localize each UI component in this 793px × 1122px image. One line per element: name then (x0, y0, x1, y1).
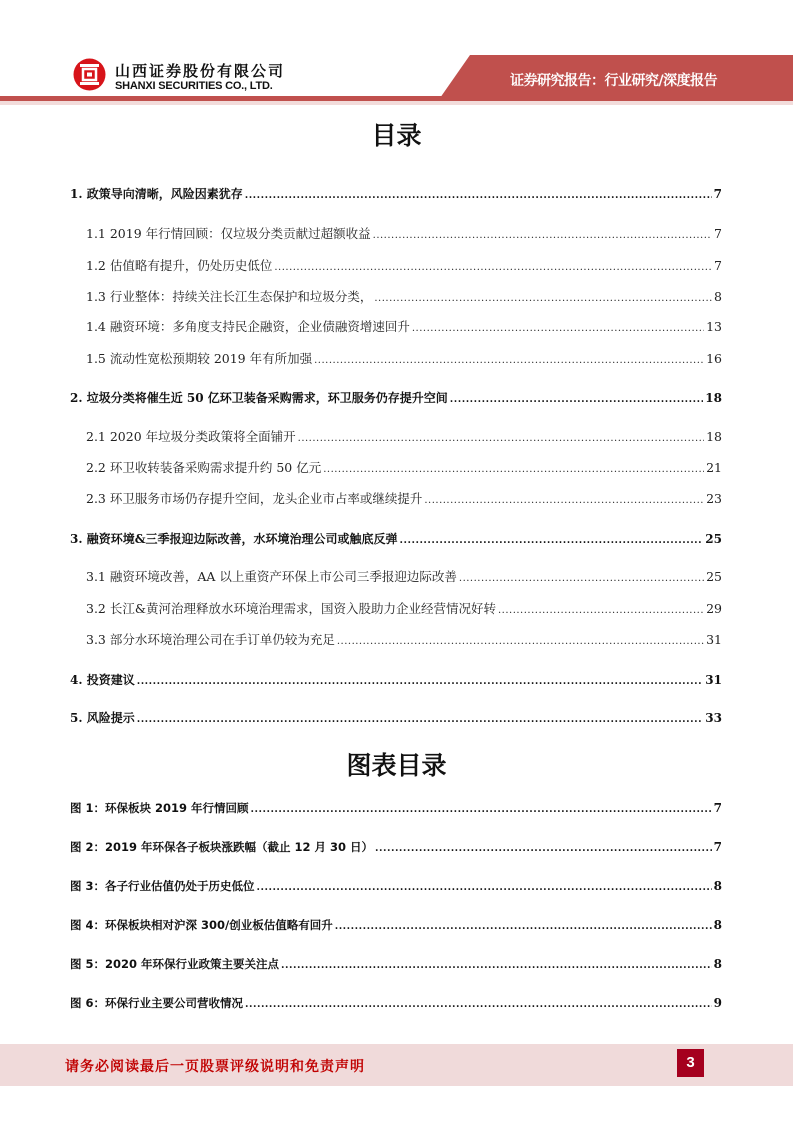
figure-entry-page: 7 (713, 801, 722, 815)
toc-entry-page: 13 (706, 319, 722, 334)
toc-entry-page: 7 (714, 226, 722, 241)
toc-entry-page: 29 (706, 601, 722, 616)
toc-entry[interactable] (86, 351, 722, 367)
toc-entry-label: 5. 风险提示 (70, 711, 135, 725)
figure-entry-label: 图 2：2019 年环保各子板块涨跌幅（截止 12 月 30 日） (70, 840, 374, 854)
leader-dots (281, 958, 712, 974)
figure-entry-label: 图 3：各子行业估值仍处于历史低位 (70, 879, 255, 893)
leader-dots (314, 353, 704, 369)
leader-dots (251, 802, 712, 818)
leader-dots (374, 291, 712, 307)
toc-title: 目录 (371, 121, 422, 150)
toc-entry-page: 31 (706, 632, 722, 647)
toc-entry[interactable] (86, 569, 722, 585)
leader-dots (245, 188, 712, 204)
leader-dots (137, 674, 704, 690)
figure-entry-label: 图 4：环保板块相对沪深 300/创业板估值略有回升 (70, 918, 333, 932)
toc-entry-page: 7 (714, 258, 722, 273)
figure-entry-label: 图 1：环保板块 2019 年行情回顾 (70, 801, 249, 815)
header-rule-light (0, 101, 793, 105)
toc-entry[interactable] (70, 186, 722, 202)
toc-entry[interactable] (86, 601, 722, 617)
leader-dots (498, 603, 704, 619)
toc-entry[interactable] (70, 390, 722, 406)
company-name-cn: 山西证券股份有限公司 (115, 62, 286, 80)
toc-entry-label: 4. 投资建议 (70, 673, 135, 687)
leader-dots (274, 260, 712, 276)
toc-entry-label: 3. 融资环境&三季报迎边际改善，水环境治理公司或触底反弹 (70, 532, 398, 546)
toc-entry-page: 21 (706, 460, 722, 475)
report-type: 证券研究报告：行业研究/深度报告 (510, 73, 718, 89)
toc-entry-label: 2. 垃圾分类将催生近 50 亿环卫装备采购需求，环卫服务仍存提升空间 (70, 391, 448, 405)
leader-dots (400, 533, 704, 549)
figure-entry-label: 图 6：环保行业主要公司营收情况 (70, 996, 244, 1010)
toc-entry-page: 18 (705, 391, 722, 405)
toc-entry[interactable] (70, 672, 722, 688)
toc-entry[interactable] (86, 491, 722, 507)
toc-entry-page: 7 (713, 187, 722, 201)
figure-entry[interactable] (70, 995, 722, 1011)
toc-entry-label: 1. 政策导向清晰，风险因素犹存 (70, 187, 243, 201)
toc-entry-label: 1.2 估值略有提升，仍处历史低位 (86, 258, 273, 273)
toc-entry[interactable] (86, 429, 722, 445)
figure-entry-page: 8 (713, 879, 722, 893)
toc-entry-label: 3.1 融资环境改善，AA 以上重资产环保上市公司三季报迎边际改善 (86, 569, 457, 584)
toc-entry-page: 8 (714, 289, 722, 304)
toc-entry[interactable] (86, 632, 722, 648)
company-logo-icon (72, 57, 107, 92)
toc-entry-label: 1.5 流动性宽松预期较 2019 年有所加强 (86, 351, 313, 366)
leader-dots (450, 392, 704, 408)
leader-dots (337, 634, 704, 650)
toc-entry-page: 25 (706, 569, 722, 584)
figures-title: 图表目录 (346, 751, 447, 780)
toc-entry-label: 3.3 部分水环境治理公司在手订单仍较为充足 (86, 632, 335, 647)
leader-dots (459, 571, 704, 587)
leader-dots (323, 462, 704, 478)
leader-dots (375, 841, 712, 857)
figure-entry[interactable] (70, 800, 722, 816)
toc-entry-page: 33 (705, 711, 722, 725)
toc-entry-label: 2.1 2020 年垃圾分类政策将全面铺开 (86, 429, 296, 444)
toc-entry-label: 3.2 长江&黄河治理释放水环境治理需求，国资入股助力企业经营情况好转 (86, 601, 496, 616)
toc-entry-label: 1.4 融资环境：多角度支持民企融资，企业债融资增速回升 (86, 319, 410, 334)
toc-entry-label: 2.3 环卫服务市场仍存提升空间，龙头企业市占率或继续提升 (86, 491, 423, 506)
figure-entry[interactable] (70, 839, 722, 855)
toc-entry-page: 18 (706, 429, 722, 444)
figure-entry[interactable] (70, 956, 722, 972)
figure-entry-label: 图 5：2020 年环保行业政策主要关注点 (70, 957, 280, 971)
leader-dots (424, 493, 704, 509)
leader-dots (257, 880, 712, 896)
toc-entry-label: 1.3 行业整体：持续关注长江生态保护和垃圾分类， (86, 289, 373, 304)
toc-entry-page: 16 (706, 351, 722, 366)
toc-entry-page: 23 (706, 491, 722, 506)
toc-entry-label: 2.2 环卫收转装备采购需求提升约 50 亿元 (86, 460, 322, 475)
toc-entry[interactable] (70, 710, 722, 726)
disclaimer-text: 请务必阅读最后一页股票评级说明和免责声明 (65, 1059, 365, 1075)
figure-entry[interactable] (70, 878, 722, 894)
leader-dots (335, 919, 712, 935)
toc-entry[interactable] (86, 460, 722, 476)
leader-dots (373, 228, 712, 244)
toc-entry[interactable] (86, 289, 722, 305)
toc-entry-page: 31 (705, 673, 722, 687)
leader-dots (137, 712, 704, 728)
leader-dots (245, 997, 712, 1013)
company-name-en: SHANXI SECURITIES CO., LTD. (115, 80, 273, 92)
figure-entry-page: 8 (713, 957, 722, 971)
toc-entry[interactable] (86, 319, 722, 335)
figure-entry-page: 8 (713, 918, 722, 932)
toc-entry-label: 1.1 2019 年行情回顾：仅垃圾分类贡献过超额收益 (86, 226, 371, 241)
toc-entry[interactable] (70, 531, 722, 547)
toc-entry[interactable] (86, 258, 722, 274)
leader-dots (412, 321, 704, 337)
page-number: 3 (677, 1049, 704, 1077)
toc-entry[interactable] (86, 226, 722, 242)
leader-dots (298, 431, 704, 447)
toc-entry-page: 25 (705, 532, 722, 546)
figure-entry-page: 9 (713, 996, 722, 1010)
figure-entry-page: 7 (713, 840, 722, 854)
figure-entry[interactable] (70, 917, 722, 933)
